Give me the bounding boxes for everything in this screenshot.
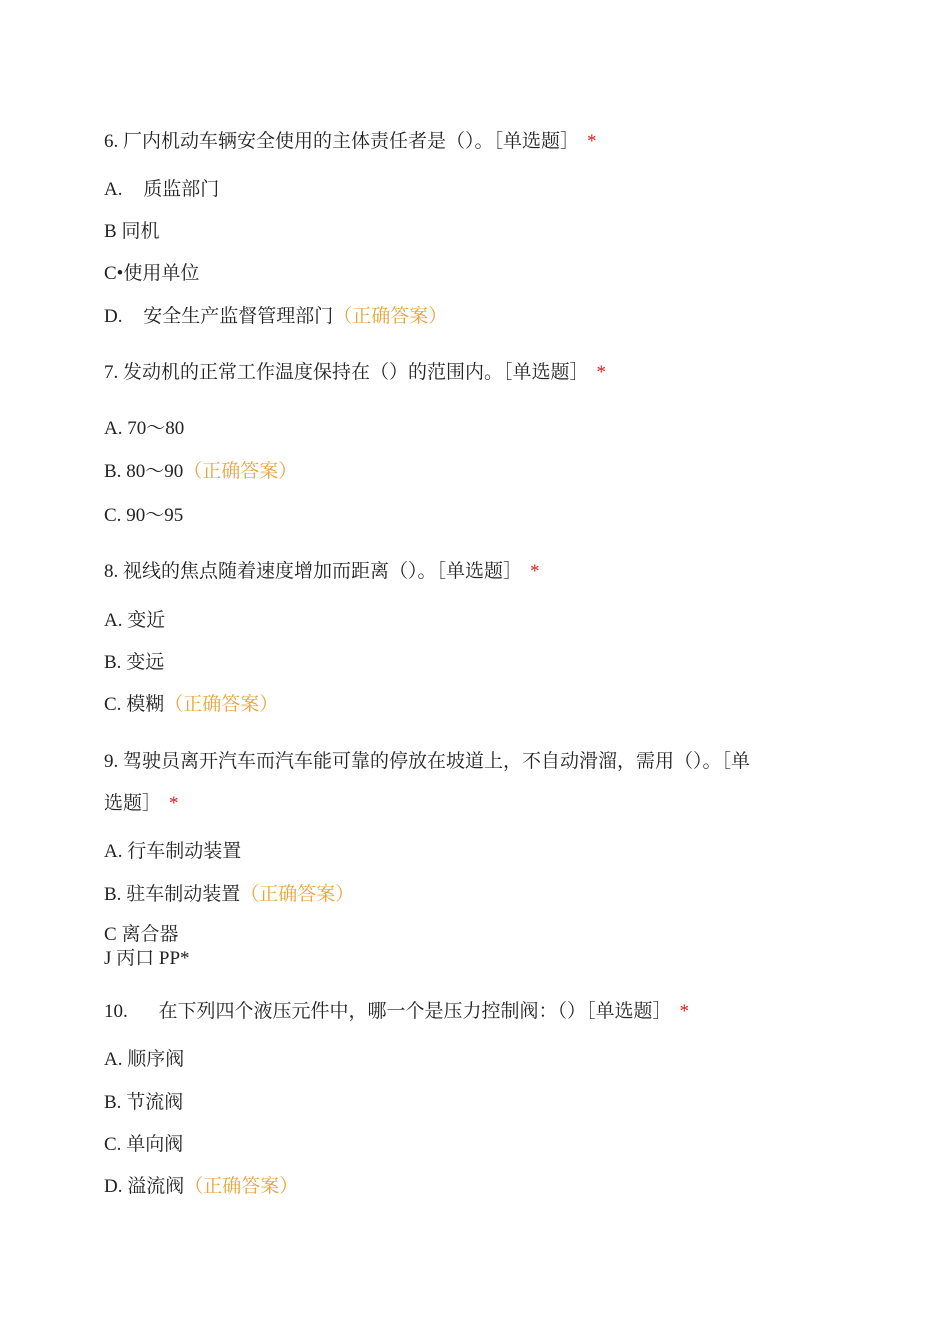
option-label: C• [104,263,124,284]
option-label: A. [104,179,123,200]
question-number: 9. [104,751,119,772]
option-label: B. [104,652,122,673]
option-a[interactable] [104,417,184,441]
option-label: A. [104,1049,123,1070]
option-text: 溢流阀 [127,1176,185,1197]
option-text: 丙口 PP* [116,948,190,969]
option-label: A. [104,610,123,631]
required-mark: * [169,793,179,814]
option-text: 变近 [127,610,166,631]
option-label: B. [104,461,122,482]
option-label: A. [104,418,123,439]
option-text: 同机 [121,221,160,242]
option-label: B. [104,884,122,905]
option-d[interactable] [104,1175,298,1199]
option-text: 安全生产监督管理部门 [143,306,334,327]
option-text: 顺序阀 [127,1049,185,1070]
question-10-title [104,1000,689,1024]
option-text: 70〜80 [127,418,185,439]
option-label: B. [104,1092,122,1113]
question-8-title [104,560,540,584]
option-c[interactable] [104,1133,183,1157]
option-label: C. [104,505,122,526]
required-mark: * [679,1001,690,1022]
option-label: J [104,948,112,969]
correct-answer-tag: （正确答案） [164,694,279,715]
question-9-title-cont [104,792,179,816]
question-number: 6. [104,131,119,152]
question-text: 在下列四个液压元件中，哪一个是压力控制阀：（）［单选题］ [158,1001,672,1022]
option-d[interactable] [104,305,447,329]
option-b[interactable] [104,883,354,907]
required-mark: * [587,131,597,152]
option-label: D. [104,306,123,327]
option-text: 离合器 [121,924,179,945]
question-text: 选题］ [104,793,162,814]
option-a[interactable] [104,1048,184,1072]
correct-answer-tag: （正确答案） [240,884,355,905]
option-label: C [104,924,117,945]
required-mark: * [530,561,540,582]
option-a[interactable] [104,840,241,864]
option-c[interactable] [104,262,199,286]
option-b[interactable] [104,460,297,484]
option-c[interactable] [104,504,183,528]
option-a[interactable] [104,609,165,633]
question-7-title [104,361,606,385]
option-label: B [104,221,117,242]
question-number: 10. [104,1001,128,1022]
option-text: 80〜90 [126,461,184,482]
option-text: 90〜95 [126,505,184,526]
option-label: C. [104,1134,122,1155]
option-d[interactable] [104,947,190,971]
option-text: 行车制动装置 [127,841,242,862]
option-text: 驻车制动装置 [126,884,241,905]
question-number: 8. [104,561,119,582]
question-text: 驾驶员离开汽车而汽车能可靠的停放在坡道上，不自动滑溜，需用（）。［单 [123,751,751,772]
option-b[interactable] [104,1091,183,1115]
correct-answer-tag: （正确答案） [184,1176,299,1197]
option-b[interactable] [104,651,164,675]
required-mark: * [596,362,607,383]
question-text: 视线的焦点随着速度增加而距离（）。［单选题］ [123,561,523,582]
option-label: A. [104,841,123,862]
option-text: 使用单位 [123,263,200,284]
option-text: 模糊 [126,694,165,715]
question-9-title [104,750,750,774]
question-text: 发动机的正常工作温度保持在（）的范围内。［单选题］ [123,362,589,383]
option-text: 单向阀 [126,1134,184,1155]
option-a[interactable] [104,178,219,202]
option-b[interactable] [104,220,159,244]
correct-answer-tag: （正确答案） [333,306,448,327]
option-text: 变远 [126,652,165,673]
option-c[interactable] [104,693,278,717]
question-text: 厂内机动车辆安全使用的主体责任者是（）。［单选题］ [123,131,580,152]
option-text: 节流阀 [126,1092,184,1113]
correct-answer-tag: （正确答案） [183,461,298,482]
option-text: 质监部门 [143,179,220,200]
option-c[interactable] [104,923,178,947]
question-number: 7. [104,362,119,383]
option-label: C. [104,694,122,715]
question-6-title [104,130,597,154]
option-label: D. [104,1176,123,1197]
